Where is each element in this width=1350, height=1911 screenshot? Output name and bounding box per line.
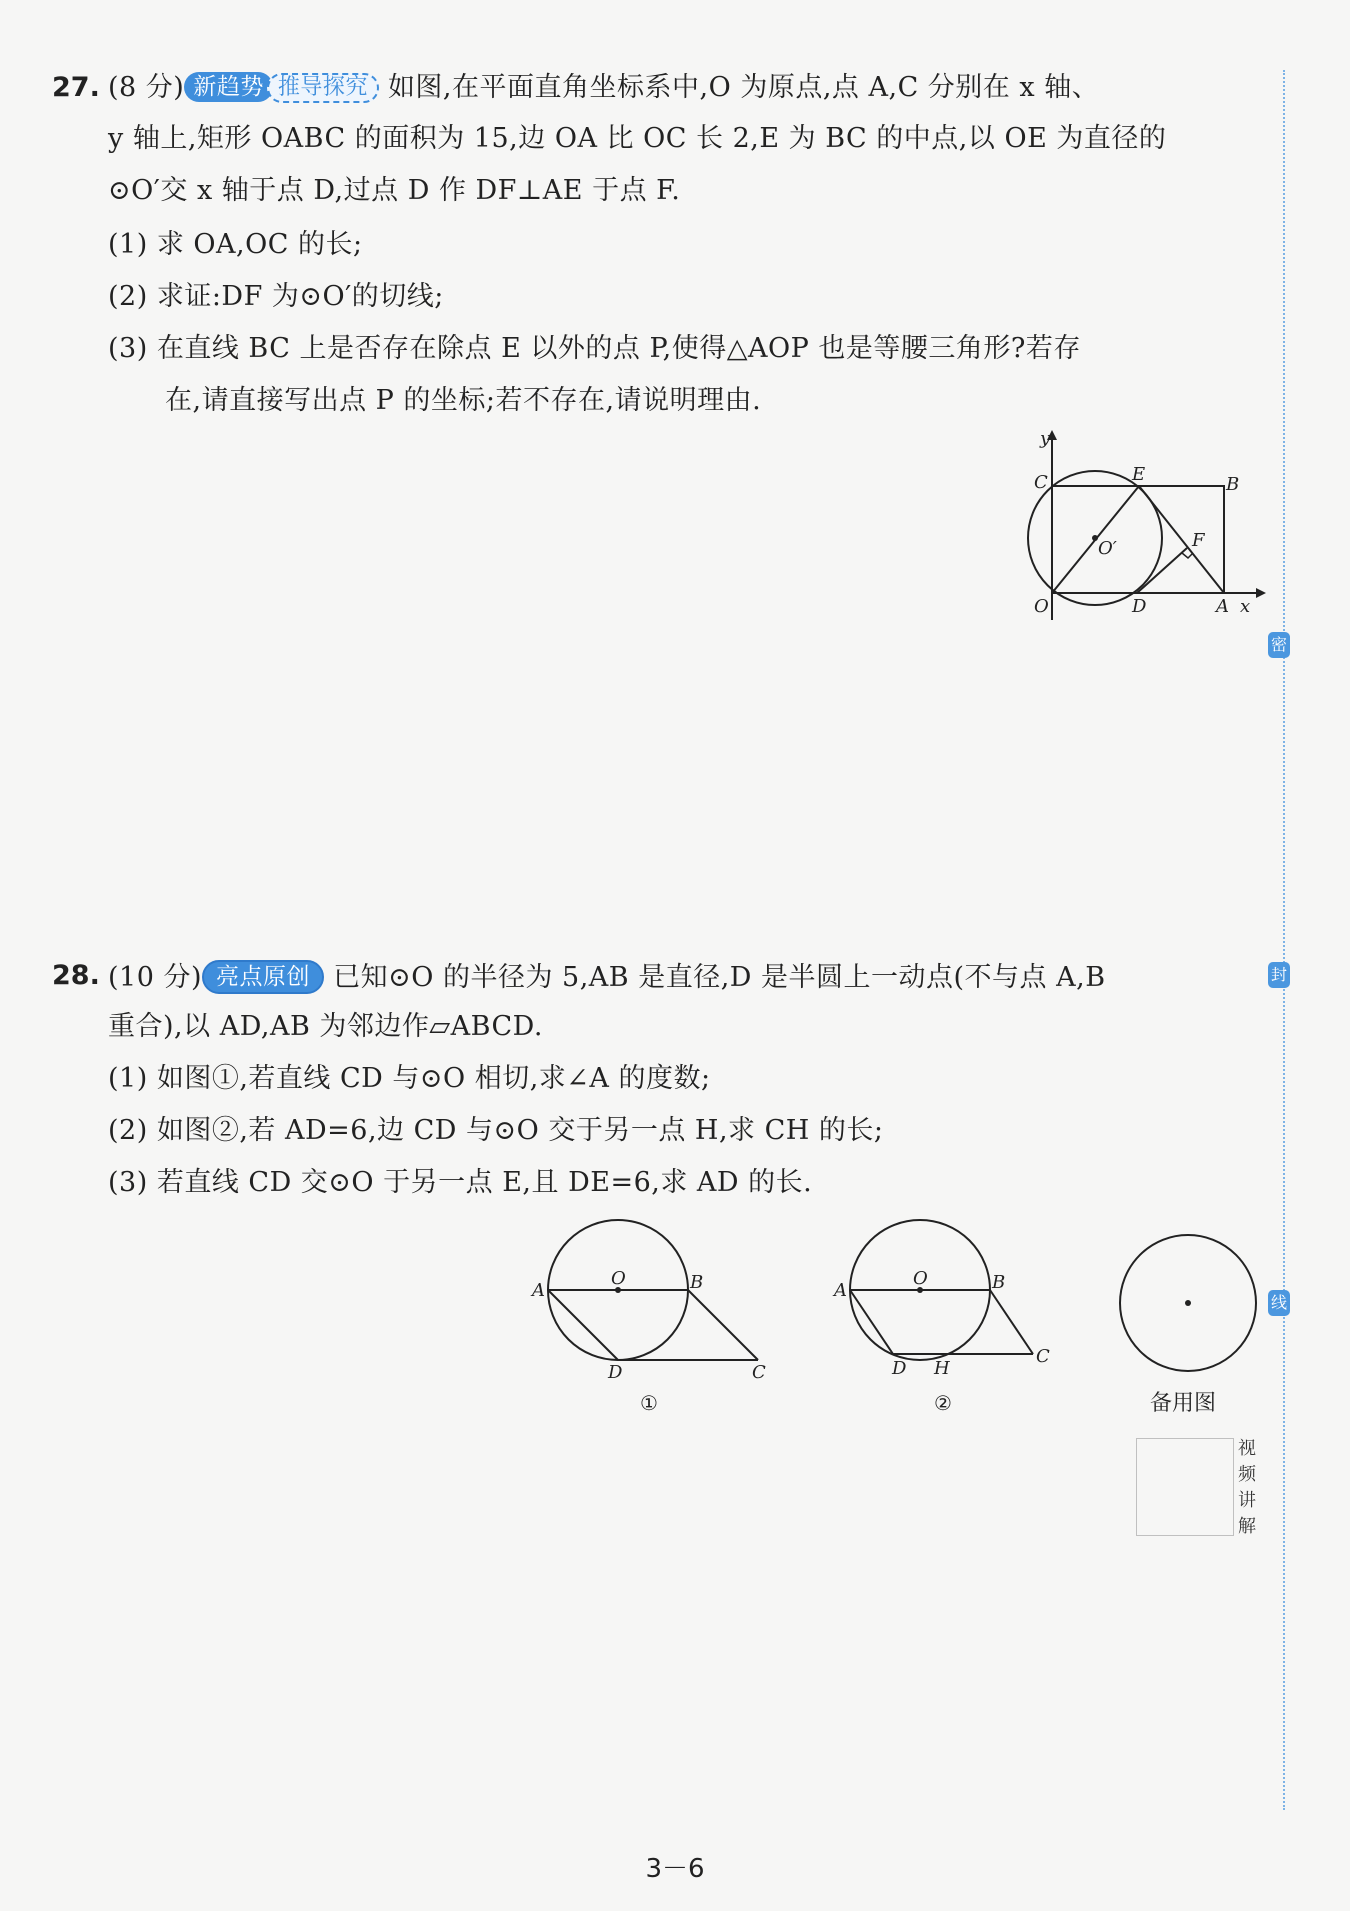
label-c: C bbox=[1036, 1346, 1050, 1367]
label-o: O bbox=[611, 1268, 626, 1289]
figure-number: ② bbox=[934, 1391, 952, 1415]
q28-header bbox=[108, 960, 1106, 994]
figure-number: ① bbox=[640, 1391, 658, 1415]
spare-figure-caption: 备用图 bbox=[1150, 1391, 1217, 1416]
label-a: A bbox=[834, 1280, 847, 1301]
label-f: F bbox=[1192, 530, 1205, 551]
q27-badge-trend: 新趋势 bbox=[184, 72, 273, 102]
video-char-3: 讲 bbox=[1238, 1490, 1256, 1511]
video-char-2: 频 bbox=[1238, 1464, 1256, 1485]
q28-spare-figure bbox=[1115, 1230, 1260, 1375]
label-b: B bbox=[992, 1272, 1006, 1293]
label-a: A bbox=[532, 1280, 545, 1301]
label-c: C bbox=[1034, 472, 1048, 493]
q27-line2: y 轴上,矩形 OABC 的面积为 15,边 OA 比 OC 长 2,E 为 BC 的中点,以 OE 为直径的 bbox=[108, 123, 1167, 154]
segment-df bbox=[1137, 548, 1187, 593]
label-d: D bbox=[892, 1358, 907, 1379]
label-b: B bbox=[690, 1272, 704, 1293]
q27-part2: (2) 求证:DF 为⊙O′的切线; bbox=[108, 281, 444, 312]
label-h: H bbox=[934, 1358, 950, 1379]
binding-line bbox=[1283, 70, 1285, 1810]
label-b: B bbox=[1226, 474, 1240, 495]
video-char-4: 解 bbox=[1238, 1516, 1256, 1537]
segment-bc bbox=[990, 1290, 1033, 1354]
q27-badge-explore: 推导探究 bbox=[267, 73, 379, 103]
q27-figure bbox=[1000, 428, 1270, 628]
x-axis-arrow-icon bbox=[1256, 588, 1266, 598]
right-angle-mark bbox=[1182, 553, 1193, 558]
label-o: O bbox=[1034, 596, 1049, 617]
margin-tab-1: 密 bbox=[1268, 632, 1290, 658]
q28-part2: (2) 如图②,若 AD=6,边 CD 与⊙O 交于另一点 H,求 CH 的长; bbox=[108, 1115, 884, 1146]
q28-badge-original: 亮点原创 bbox=[202, 960, 324, 994]
video-caption bbox=[1238, 1436, 1260, 1540]
label-c: C bbox=[752, 1362, 766, 1383]
q27-score: (8 分) bbox=[108, 72, 185, 103]
q28-part3: (3) 若直线 CD 交⊙O 于另一点 E,且 DE=6,求 AD 的长. bbox=[108, 1167, 813, 1198]
q28-figure-2 bbox=[822, 1212, 1067, 1417]
label-o-prime: O′ bbox=[1098, 538, 1117, 559]
label-o: O bbox=[913, 1268, 928, 1289]
margin-tab-3: 线 bbox=[1268, 1290, 1290, 1316]
q27-part3a: (3) 在直线 BC 上是否存在除点 E 以外的点 P,使得△AOP 也是等腰三角形?若存 bbox=[108, 333, 1081, 364]
video-char-1: 视 bbox=[1238, 1438, 1256, 1459]
segment-ad bbox=[850, 1290, 893, 1354]
segment-bc bbox=[688, 1290, 758, 1360]
q28-figure-1 bbox=[520, 1212, 780, 1417]
spare-center-point bbox=[1185, 1300, 1191, 1306]
margin-tab-2: 封 bbox=[1268, 962, 1290, 988]
q27-line3: ⊙O′交 x 轴于点 D,过点 D 作 DF⊥AE 于点 F. bbox=[108, 175, 681, 206]
q27-number: 27. bbox=[52, 72, 100, 103]
label-d: D bbox=[608, 1362, 623, 1383]
q28-number: 28. bbox=[52, 960, 100, 991]
label-a: A bbox=[1216, 596, 1229, 617]
q28-score: (10 分) bbox=[108, 962, 203, 993]
q27-line1: 如图,在平面直角坐标系中,O 为原点,点 A,C 分别在 x 轴、 bbox=[387, 72, 1100, 103]
label-y: y bbox=[1040, 428, 1051, 449]
label-e: E bbox=[1132, 464, 1146, 485]
page-number: 3－6 bbox=[645, 1854, 705, 1884]
label-d: D bbox=[1132, 596, 1147, 617]
label-x: x bbox=[1240, 596, 1251, 617]
q28-line1: 已知⊙O 的半径为 5,AB 是直径,D 是半圆上一动点(不与点 A,B bbox=[333, 962, 1106, 993]
q28-part1: (1) 如图①,若直线 CD 与⊙O 相切,求∠A 的度数; bbox=[108, 1063, 711, 1094]
q28-line2: 重合),以 AD,AB 为邻边作▱ABCD. bbox=[108, 1011, 543, 1042]
q27-part3b: 在,请直接写出点 P 的坐标;若不存在,请说明理由. bbox=[165, 385, 762, 416]
segment-ae bbox=[1139, 486, 1224, 593]
q27-part1: (1) 求 OA,OC 的长; bbox=[108, 229, 363, 260]
video-qr-code[interactable] bbox=[1136, 1438, 1234, 1536]
q27-header bbox=[108, 72, 1099, 103]
